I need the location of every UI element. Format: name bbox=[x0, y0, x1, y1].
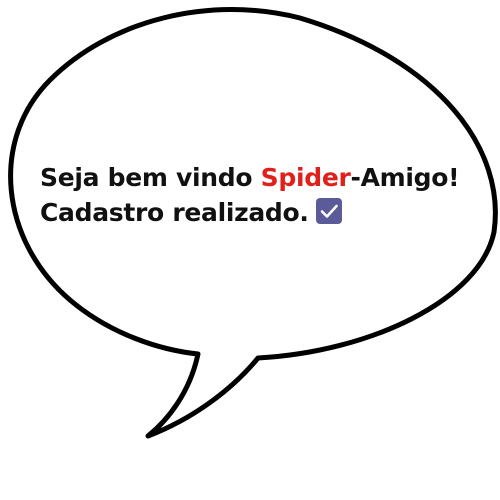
welcome-suffix: -Amigo! bbox=[350, 163, 460, 192]
welcome-line bbox=[40, 160, 480, 195]
registration-status: Cadastro realizado. bbox=[40, 198, 309, 227]
registration-line bbox=[40, 195, 480, 230]
welcome-message bbox=[40, 160, 480, 230]
spider-highlight: Spider bbox=[260, 163, 351, 192]
check-box-icon bbox=[315, 197, 343, 225]
welcome-prefix: Seja bem vindo bbox=[40, 163, 261, 192]
